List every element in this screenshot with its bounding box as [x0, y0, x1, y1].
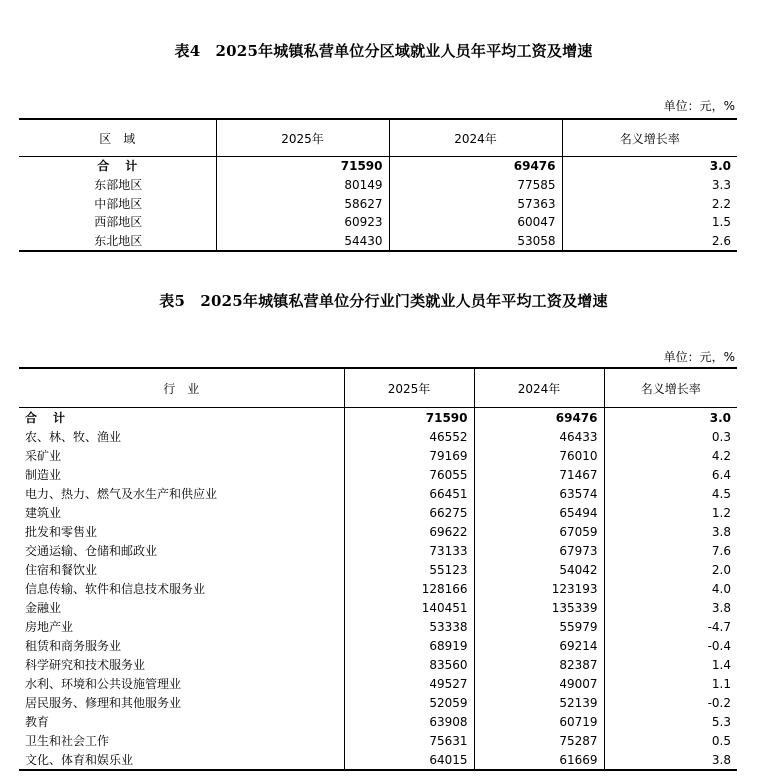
table-row	[19, 712, 737, 731]
value-2025-cell: 63908	[344, 712, 474, 731]
table-row	[19, 541, 737, 560]
growth-cell: 1.2	[711, 505, 731, 520]
value-2024-cell: 71467	[474, 465, 604, 484]
value-2025-cell: 52059	[344, 693, 474, 712]
name-cell: 中部地区	[19, 194, 216, 213]
name-cell: 电力、热力、燃气及水生产和供应业	[19, 484, 344, 503]
value-2024-cell: 82387	[474, 655, 604, 674]
value-2025-cell: 79169	[344, 446, 474, 465]
value-2025-cell: 73133	[344, 541, 474, 560]
table5-header-growth: 名义增长率	[604, 368, 737, 408]
name-cell: 卫生和社会工作	[19, 731, 344, 750]
value-2024-cell: 69476	[474, 408, 604, 428]
table-row	[19, 176, 737, 195]
growth-cell: 3.3	[711, 178, 731, 193]
table-row	[19, 731, 737, 750]
name-cell: 文化、体育和娱乐业	[19, 750, 344, 770]
table4-region-wages	[19, 118, 737, 252]
table-row	[19, 617, 737, 636]
table4-body	[19, 157, 737, 252]
growth-cell: 6.4	[711, 467, 731, 482]
value-2024-cell: 123193	[474, 579, 604, 598]
table-row	[19, 427, 737, 446]
value-2024-cell: 54042	[474, 560, 604, 579]
table5-header-industry: 行 业	[19, 368, 344, 408]
value-2024-cell: 60719	[474, 712, 604, 731]
table4-header-region: 区 域	[19, 119, 216, 157]
value-2025-cell: 83560	[344, 655, 474, 674]
table4-header-row	[19, 119, 737, 157]
table5-header-2024: 2024年	[474, 368, 604, 408]
table5-body	[19, 408, 737, 771]
table-row	[19, 213, 737, 232]
value-2024-cell: 52139	[474, 693, 604, 712]
value-2025-cell: 140451	[344, 598, 474, 617]
value-2024-cell: 61669	[474, 750, 604, 770]
value-2025-cell: 66275	[344, 503, 474, 522]
value-2025-cell: 71590	[344, 408, 474, 428]
table-row	[19, 636, 737, 655]
name-cell: 合 计	[19, 408, 344, 428]
value-2024-cell: 55979	[474, 617, 604, 636]
table4-title: 表4 2025年城镇私营单位分区域就业人员年平均工资及增速	[174, 42, 593, 60]
value-2025-cell: 55123	[344, 560, 474, 579]
growth-cell: 2.2	[711, 196, 731, 211]
value-2025-cell: 71590	[216, 157, 389, 176]
name-cell: 西部地区	[19, 213, 216, 232]
value-2024-cell: 53058	[389, 232, 562, 252]
growth-cell: 1.5	[711, 215, 731, 230]
value-2024-cell: 63574	[474, 484, 604, 503]
name-cell: 金融业	[19, 598, 344, 617]
value-2025-cell: 66451	[344, 484, 474, 503]
growth-cell: 3.8	[711, 600, 731, 615]
name-cell: 交通运输、仓储和邮政业	[19, 541, 344, 560]
name-cell: 建筑业	[19, 503, 344, 522]
name-cell: 制造业	[19, 465, 344, 484]
growth-cell: 1.1	[711, 676, 731, 691]
growth-cell: 0.3	[711, 429, 731, 444]
growth-cell: 5.3	[711, 714, 731, 729]
value-2025-cell: 46552	[344, 427, 474, 446]
name-cell: 教育	[19, 712, 344, 731]
value-2025-cell: 75631	[344, 731, 474, 750]
table-row	[19, 522, 737, 541]
value-2025-cell: 53338	[344, 617, 474, 636]
name-cell: 东北地区	[19, 232, 216, 252]
table-row	[19, 579, 737, 598]
name-cell: 居民服务、修理和其他服务业	[19, 693, 344, 712]
value-2024-cell: 57363	[389, 194, 562, 213]
growth-cell: -4.7	[707, 619, 731, 634]
table-row	[19, 484, 737, 503]
table-row	[19, 503, 737, 522]
table5-header-row	[19, 368, 737, 408]
table-row	[19, 674, 737, 693]
table4-header-2024: 2024年	[389, 119, 562, 157]
value-2024-cell: 135339	[474, 598, 604, 617]
name-cell: 科学研究和技术服务业	[19, 655, 344, 674]
name-cell: 水利、环境和公共设施管理业	[19, 674, 344, 693]
value-2024-cell: 75287	[474, 731, 604, 750]
growth-cell: 4.0	[711, 581, 731, 596]
value-2024-cell: 76010	[474, 446, 604, 465]
growth-cell: -0.4	[707, 638, 731, 653]
table-row	[19, 232, 737, 252]
table5-unit: 单位：元，%	[663, 350, 735, 364]
table-row	[19, 598, 737, 617]
table-row	[19, 465, 737, 484]
table5-title: 表5 2025年城镇私营单位分行业门类就业人员年平均工资及增速	[159, 292, 608, 310]
value-2024-cell: 67973	[474, 541, 604, 560]
growth-cell: 3.8	[711, 524, 731, 539]
value-2024-cell: 60047	[389, 213, 562, 232]
table4-header-2025: 2025年	[216, 119, 389, 157]
name-cell: 农、林、牧、渔业	[19, 427, 344, 446]
table-row	[19, 655, 737, 674]
name-cell: 批发和零售业	[19, 522, 344, 541]
value-2025-cell: 58627	[216, 194, 389, 213]
value-2025-cell: 128166	[344, 579, 474, 598]
name-cell: 房地产业	[19, 617, 344, 636]
value-2024-cell: 46433	[474, 427, 604, 446]
growth-cell: 2.0	[711, 562, 731, 577]
value-2025-cell: 54430	[216, 232, 389, 252]
growth-cell: 0.5	[711, 733, 731, 748]
name-cell: 租赁和商务服务业	[19, 636, 344, 655]
value-2024-cell: 69476	[389, 157, 562, 176]
value-2024-cell: 69214	[474, 636, 604, 655]
table-row	[19, 560, 737, 579]
value-2025-cell: 68919	[344, 636, 474, 655]
value-2025-cell: 60923	[216, 213, 389, 232]
name-cell: 东部地区	[19, 176, 216, 195]
growth-cell: 3.8	[711, 752, 731, 767]
value-2025-cell: 69622	[344, 522, 474, 541]
growth-cell: 3.0	[709, 159, 731, 174]
value-2025-cell: 76055	[344, 465, 474, 484]
value-2025-cell: 80149	[216, 176, 389, 195]
name-cell: 采矿业	[19, 446, 344, 465]
growth-cell: 2.6	[711, 234, 731, 249]
table-row	[19, 194, 737, 213]
value-2024-cell: 77585	[389, 176, 562, 195]
growth-cell: -0.2	[707, 695, 731, 710]
table4-unit: 单位：元，%	[663, 99, 735, 113]
growth-cell: 3.0	[709, 410, 731, 425]
table-row	[19, 446, 737, 465]
growth-cell: 4.5	[711, 486, 731, 501]
name-cell: 信息传输、软件和信息技术服务业	[19, 579, 344, 598]
growth-cell: 4.2	[711, 448, 731, 463]
total-row	[19, 408, 737, 428]
total-row	[19, 157, 737, 176]
table-row	[19, 693, 737, 712]
value-2024-cell: 67059	[474, 522, 604, 541]
growth-cell: 1.4	[711, 657, 731, 672]
growth-cell: 7.6	[711, 543, 731, 558]
value-2025-cell: 49527	[344, 674, 474, 693]
table5-industry-wages	[19, 367, 737, 771]
value-2024-cell: 65494	[474, 503, 604, 522]
table-row	[19, 750, 737, 770]
name-cell: 住宿和餐饮业	[19, 560, 344, 579]
table4-header-growth: 名义增长率	[562, 119, 737, 157]
name-cell: 合 计	[19, 157, 216, 176]
value-2025-cell: 64015	[344, 750, 474, 770]
table5-header-2025: 2025年	[344, 368, 474, 408]
value-2024-cell: 49007	[474, 674, 604, 693]
